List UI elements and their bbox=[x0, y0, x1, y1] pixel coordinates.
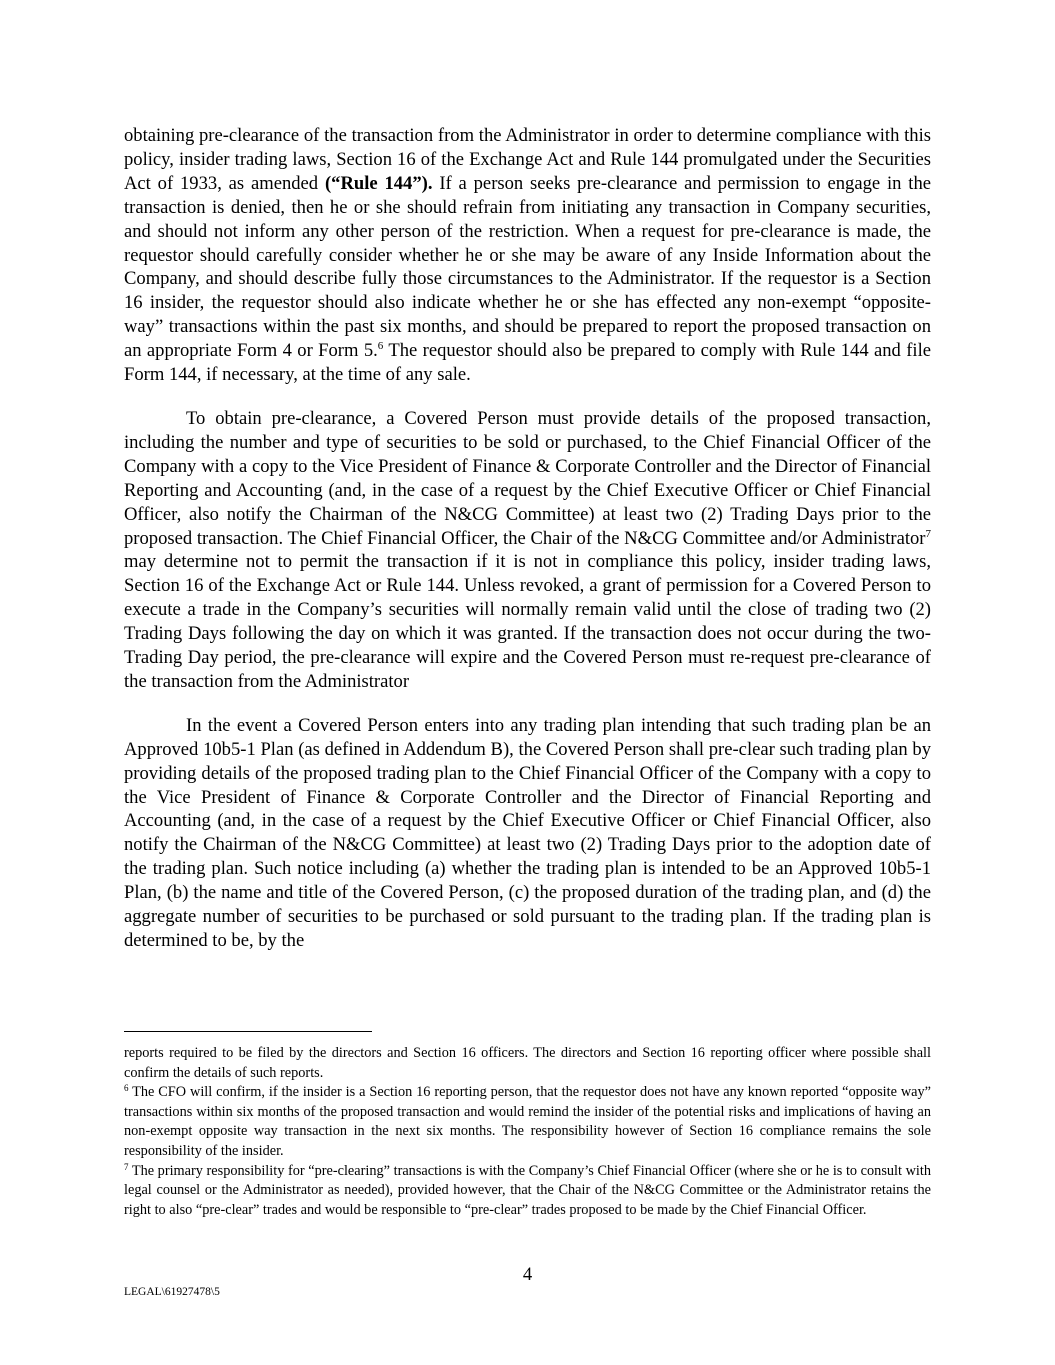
paragraph-3: In the event a Covered Person enters into any trading plan intending that such trading plan be an Approved 10b5-1 Plan (as defined in Addendum B), the Covered Person shall pre-clear such trading plan by providing details of the proposed trading plan to the Chief Financial Officer of the Company with a copy to the Vice President of Finance & Corporate Controller and the Director of Financial Reporting and Accounting (and, in the case of a request by the Chief Executive Officer or Chief Financial Officer, also notify the Chairman of the N&CG Committee) at least two (2) Trading Days prior to the adoption date of the trading plan. Such notice including (a) whether the trading plan is intended to be an Approved 10b5-1 Plan, (b) the name and title of the Covered Person, (c) the proposed duration of the trading plan, and (d) the aggregate number of securities to be purchased or sold pursuant to the trading plan. If the trading plan is determined to be, by the bbox=[124, 714, 931, 951]
rule-144-defined-term: (“Rule 144”). bbox=[324, 172, 433, 194]
footnote-ref-6[interactable]: 6 bbox=[377, 340, 384, 353]
page-number: 4 bbox=[522, 1264, 533, 1285]
document-id: LEGAL\61927478\5 bbox=[124, 1286, 220, 1298]
footnote-separator bbox=[124, 1031, 372, 1032]
footnote-continuation: reports required to be filed by the directors and Section 16 officers. The directors and Section 16 reporting officer where possible shall confirm the details of such reports. bbox=[124, 1045, 931, 1081]
footnote-7: $^7$ The primary responsibility for “pre-clearing” transactions is with the Company’s Chief Financial Officer (where she or he is to consult with legal counsel or the Administrator as needed), provided however, that the Chair of the N&CG Committee or the Administrator retains the right to also “pre-clear” trades and would be responsible to “pre-clear” trades proposed to be made by the Chief Financial Officer. bbox=[124, 1161, 931, 1218]
footnote-ref-7[interactable]: 7 bbox=[925, 527, 931, 540]
footnote-marker: 7 bbox=[124, 1161, 129, 1172]
paragraph-2: To obtain pre-clearance, a Covered Person must provide details of the proposed transaction, including the number and type of securities to be sold or purchased, to the Chief Financial Officer of the Company with a copy to the Vice President of Finance & Corporate Controller and the Director of Financial Reporting and Accounting (and, in the case of a request by the Chief Executive Officer or Chief Financial Officer, also notify the Chairman of the N&CG Committee) at least two (2) Trading Days prior to the proposed transaction. The Chief Financial Officer, the Chair of the N&CG Committee and/or Administrator$^7$ may determine not to permit the transaction if it is not in compliance this policy, insider trading laws, Section 16 of the Exchange Act or Rule 144. Unless revoked, a grant of permission for a Covered Person to execute a trade in the Company’s securities will normally remain valid until the close of trading two (2) Trading Days following the day on which it was granted. If the transaction does not occur during the two-Trading Day period, the pre-clearance will expire and the Covered Person must re-request pre-clearance of the transaction from the Administrator bbox=[124, 407, 931, 692]
body-text bbox=[124, 124, 931, 973]
footnote-6: $^6$ The CFO will confirm, if the insider is a Section 16 reporting person, that the requestor does not have any known reported “opposite way” transactions within six months of the proposed transaction and would remind the insider of the potential risks and implications of having an non-exempt opposite way transaction in the next six months. The responsibility however of Section 16 compliance remains the sole responsibility of the insider. bbox=[124, 1083, 931, 1159]
footnote-marker: 6 bbox=[124, 1083, 129, 1094]
paragraph-1: obtaining pre-clearance of the transaction from the Administrator in order to determine compliance with this policy, insider trading laws, Section 16 of the Exchange Act and Rule 144 promulgated under the Securities Act of 1933, as amended (“Rule 144”). If a person seeks pre-clearance and permission to engage in the transaction is denied, then he or she should refrain from initiating any transaction in Company securities, and should not inform any other person of the restriction. When a request for pre-clearance is made, the requestor should carefully consider whether he or she may be aware of any Inside Information about the Company, and should describe fully those circumstances to the Administrator. If the requestor is a Section 16 insider, the requestor should also indicate whether he or she has effected any non-exempt “opposite-way” transactions within the past six months, and should be prepared to report the proposed transaction on an appropriate Form 4 or Form 5.$^6$ The requestor should also be prepared to comply with Rule 144 and file Form 144, if necessary, at the time of any sale. bbox=[124, 125, 932, 386]
footnotes bbox=[124, 1044, 931, 1220]
